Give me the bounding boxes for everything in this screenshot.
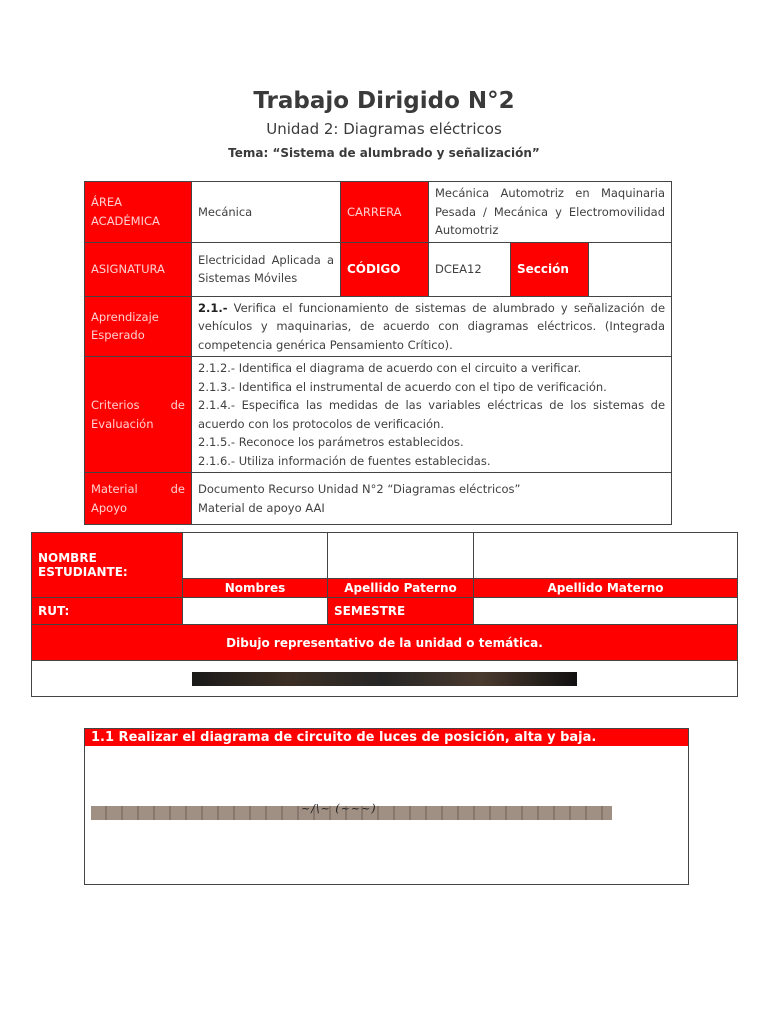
task-heading: 1.1 Realizar el diagrama de circuito de luces de posición, alta y baja. [85,729,688,746]
criterio-item: 2.1.4.- Especifica las medidas de las variables eléctricas de los sistemas de acuerdo con los protocolos de verificación. [198,398,666,431]
apellido-materno-label: Apellido Materno [474,579,738,598]
topic-line: Tema: “Sistema de alumbrado y señalización” [228,146,540,160]
material-list [192,473,672,525]
diagram-image [91,802,612,820]
criterios-list [192,357,672,473]
seccion-value[interactable] [589,242,672,296]
rut-label: RUT: [32,598,183,625]
criterio-item: 2.1.3.- Identifica el instrumental de acuerdo con el tipo de verificación. [198,379,607,394]
carrera-value: Mecánica Automotriz en Maquinaria Pesada / Mecánica y Electromovilidad Automotriz [429,182,672,243]
area-value: Mecánica [192,182,341,243]
material-item: Material de apoyo AAI [198,500,325,515]
aprendizaje-value [192,296,672,357]
dibujo-label: Dibujo representativo de la unidad o temática. [32,625,738,661]
dibujo-image-cell [32,661,738,697]
unit-image [192,672,577,686]
aprendizaje-number: 2.1.- [198,300,228,315]
area-label: ÁREA ACADÉMICA [85,182,192,243]
codigo-value: DCEA12 [429,242,511,296]
criterio-item: 2.1.6.- Utiliza información de fuentes establecidas. [198,453,491,468]
carrera-label: CARRERA [341,182,429,243]
asignatura-value: Electricidad Aplicada a Sistemas Móviles [192,242,341,296]
criterio-item: 2.1.2.- Identifica el diagrama de acuerdo con el circuito a verificar. [198,361,582,375]
semestre-field[interactable] [474,598,738,625]
nombre-estudiante-label: NOMBRE ESTUDIANTE: [32,533,183,598]
aprendizaje-label: Aprendizaje Esperado [85,296,192,357]
nombres-field[interactable] [183,533,328,579]
criterios-label: Criterios de Evaluación [85,357,192,473]
codigo-label: CÓDIGO [341,242,429,296]
semestre-label: SEMESTRE [328,598,474,625]
page-subtitle: Unidad 2: Diagramas eléctricos [266,120,502,138]
apellido-materno-field[interactable] [474,533,738,579]
course-info-table [84,181,672,525]
material-label: Material de Apoyo [85,473,192,525]
seccion-label: Sección [511,242,589,296]
page-title: Trabajo Dirigido N°2 [253,88,515,114]
rut-field[interactable] [183,598,328,625]
material-item: Documento Recurso Unidad N°2 “Diagramas eléctricos” [198,482,521,496]
apellido-paterno-label: Apellido Paterno [328,579,474,598]
task-box [84,728,689,885]
asignatura-label: ASIGNATURA [85,242,192,296]
apellido-paterno-field[interactable] [328,533,474,579]
handwriting-scribble: ~/\~ (~~~) [301,802,377,815]
nombres-label: Nombres [183,579,328,598]
criterio-item: 2.1.5.- Reconoce los parámetros establecidos. [198,435,464,449]
student-info-table [31,532,738,697]
aprendizaje-text: Verifica el funcionamiento de sistemas de alumbrado y señalización de vehículos y maquinarias, de acuerdo con diagramas eléctricos. (Integrada competencia genérica Pensamiento Crítico). [198,300,666,352]
